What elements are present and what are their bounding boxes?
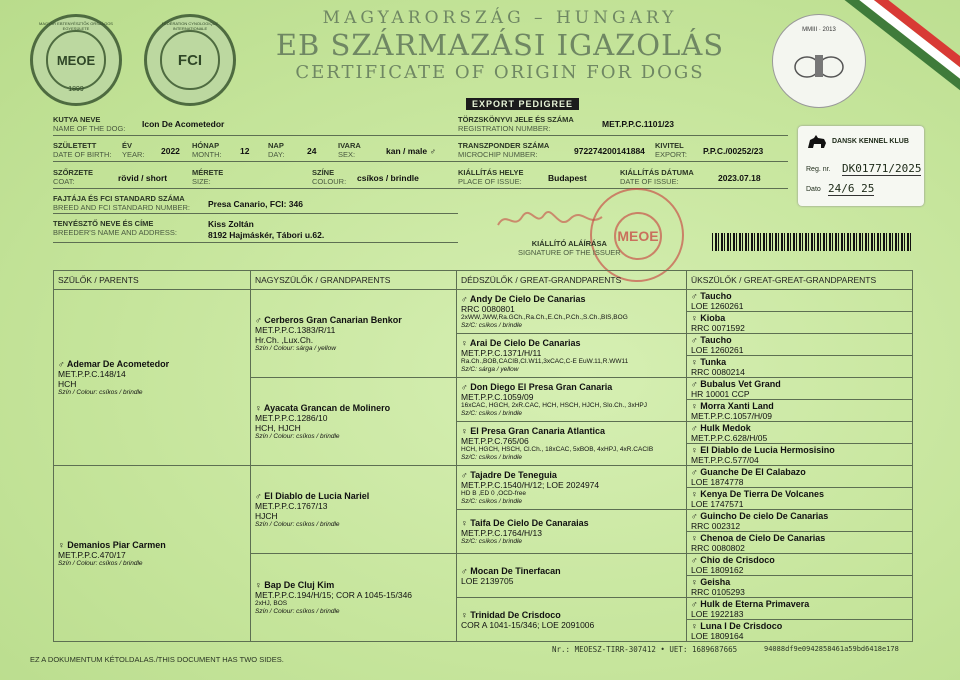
dog-name: ♀ El Diablo de Lucia Hermosisino — [691, 444, 835, 455]
dog-colour: Szín / Colour: csíkos / brindle — [255, 433, 340, 440]
month-value: 12 — [240, 146, 250, 156]
dog-name: ♀ Kioba — [691, 312, 726, 323]
great-great-grandparent-cell — [687, 620, 913, 642]
chip-label: TRANSZPONDER SZÁMA MICROCHIP NUMBER: — [458, 141, 550, 159]
kennel-club-name: DANSK KENNEL KLUB — [832, 138, 909, 145]
dog-name: ♂ Don Diego El Presa Gran Canaria — [461, 382, 613, 392]
footer-hash: 94088df9e0942858461a59bd6418e178 — [764, 645, 899, 653]
footer-number: Nr.: MEOESZ-TIRR-307412 • UET: 1689687665 — [552, 645, 738, 654]
pedigree-header-row — [54, 271, 913, 290]
great-grandparent-cell — [457, 290, 687, 334]
born-label: SZÜLETETT DATE OF BIRTH: — [53, 141, 112, 159]
dog-reg: LOE 1260261 — [691, 344, 744, 355]
dog-colour: Szín / Colour: csíkos / brindle — [255, 608, 340, 615]
dog-reg: LOE 1747571 — [691, 498, 744, 509]
dog-reg: MET.P.P.C.470/17 — [58, 550, 126, 560]
kennel-reg-value: DK01771/2025 — [842, 162, 922, 175]
great-great-grandparent-cell — [687, 466, 913, 488]
footer-note: EZ A DOKUMENTUM KÉTOLDALAS./THIS DOCUMENT HAS TWO SIDES. — [30, 655, 284, 664]
dog-colour: Szín / Colour: sárga / yellow — [255, 345, 336, 352]
dog-reg: RRC 002312 — [691, 520, 741, 531]
dog-silhouette-icon — [806, 134, 828, 150]
fci-seal — [144, 14, 236, 106]
year-value: 2022 — [161, 146, 180, 156]
sex-value: kan / male ♂ — [386, 146, 436, 156]
dog-titles: HJCH — [255, 511, 278, 521]
great-great-grandparent-cell — [687, 378, 913, 400]
pedigree-table — [53, 270, 913, 642]
dog-colour: Sz/C: sárga / yellow — [461, 366, 519, 373]
official-stamp: MEOE — [590, 188, 684, 282]
dog-colour: Szín / Colour: csíkos / brindle — [255, 521, 340, 528]
dog-reg: MET.P.P.C.1371/H/11 — [461, 348, 542, 358]
dog-name: ♂ Chio de Crisdoco — [691, 554, 775, 565]
dog-colour: Sz/C: csíkos / brindle — [461, 498, 523, 505]
export-pedigree-badge: EXPORT PEDIGREE — [466, 98, 579, 110]
dog-colour: Sz/C: csíkos / brindle — [461, 410, 523, 417]
dog-name: ♀ Morra Xanti Land — [691, 400, 774, 411]
dog-name: ♀ Taifa De Cielo De Canaraias — [461, 518, 589, 528]
dog-reg: MET.P.P.C.577/04 — [691, 454, 759, 465]
coat-value: rövid / short — [118, 173, 168, 183]
meoe-seal-center: MEOE — [46, 30, 105, 89]
signature-label: KIÁLLÍTÓ ALÁÍRÁSA SIGNATURE OF THE ISSUER — [518, 239, 621, 257]
dog-reg: RRC 0080802 — [691, 542, 745, 553]
day-label: NAP DAY: — [268, 141, 285, 159]
dog-name: ♀ Tunka — [691, 356, 727, 367]
dog-name: ♀ Luna I De Crisdoco — [691, 620, 783, 631]
dog-name: ♀ Arai De Cielo De Canarias — [461, 338, 581, 348]
header-parents: SZÜLŐK / PARENTS — [54, 271, 251, 290]
colour-label: SZÍNE COLOUR: — [312, 168, 347, 186]
parent-cell — [54, 466, 251, 642]
dog-titles: 16xCAC, HGCH, 2xR.CAC, HCH, HSCH, HJCH, Slo.Ch., 3xHPJ — [461, 402, 648, 409]
dog-name-value: Icon De Acometedor — [142, 119, 225, 129]
place-value: Budapest — [548, 173, 587, 183]
dog-titles: 2xHJ, BOS — [255, 600, 288, 607]
dog-titles: HCH, HGCH, HSCH, Cl.Ch., 18xCAC, 5xBOB, 4xHPJ, 4xR.CACIB — [461, 446, 654, 453]
dog-reg: COR A 1041-15/346; LOE 2091006 — [461, 619, 595, 630]
date-label: KIÁLLÍTÁS DÁTUMA DATE OF ISSUE: — [620, 168, 694, 186]
dog-reg: MET.P.P.C.148/14 — [58, 369, 126, 379]
meoe-seal-year: 1899 — [68, 86, 84, 93]
dog-reg: HR 10001 CCP — [691, 388, 750, 399]
fci-seal-center: FCI — [160, 30, 219, 89]
grandparent-cell — [251, 290, 457, 378]
great-great-grandparent-cell — [687, 488, 913, 510]
dog-reg: MET.P.P.C.194/H/15; COR A 1045-15/346 — [255, 590, 413, 600]
dog-reg: LOE 1809162 — [691, 564, 744, 575]
dog-colour: Szín / Colour: csíkos / brindle — [58, 560, 143, 567]
great-great-grandparent-cell — [687, 400, 913, 422]
parent-cell — [54, 290, 251, 466]
dog-titles: HCH, HJCH — [255, 423, 301, 433]
grandparent-cell — [251, 466, 457, 554]
fci-seal-text: FÉDÉRATION CYNOLOGIQUE INTERNATIONALE — [161, 21, 219, 31]
dog-titles: Hr.Ch. ,Lux.Ch. — [255, 335, 314, 345]
meoe-seal-text: MAGYAR EBTENYÉSZTŐK ORSZÁGOS EGYESÜLETE — [39, 21, 113, 31]
dog-reg: LOE 1260261 — [691, 300, 744, 311]
meoe-seal — [30, 14, 122, 106]
pedigree-row — [54, 290, 913, 312]
dog-name: ♀ Kenya De Tierra De Volcanes — [691, 488, 824, 499]
header-grandparents: NAGYSZÜLŐK / GRANDPARENTS — [251, 271, 457, 290]
breed-value: Presa Canario, FCI: 346 — [208, 199, 303, 209]
dog-name: ♂ Taucho — [691, 290, 732, 301]
dog-reg: LOE 1874778 — [691, 476, 744, 487]
dog-reg: MET.P.P.C.1383/R/11 — [255, 325, 336, 335]
dog-reg: RRC 0071592 — [691, 322, 745, 333]
great-great-grandparent-cell — [687, 444, 913, 466]
dog-reg: RRC 0105293 — [691, 586, 745, 597]
dog-titles: 2xWW,JWW,Ra.GCh.,Ra.Ch.,E.Ch.,P.Ch.,S.Ch.,BIS,BOG — [461, 314, 628, 321]
dog-name: ♂ Ademar De Acometedor — [58, 359, 170, 369]
header-country: MAGYARORSZÁG – HUNGARY — [322, 8, 678, 28]
dog-titles: HD B ,ED 0 ,OCD-free — [461, 490, 527, 497]
dog-colour: Szín / Colour: csíkos / brindle — [58, 389, 143, 396]
header-great-grandparents: DÉDSZÜLŐK / GREAT-GRANDPARENTS — [457, 271, 687, 290]
great-great-grandparent-cell — [687, 312, 913, 334]
great-great-grandparent-cell — [687, 598, 913, 620]
chip-value: 972274200141884 — [574, 146, 645, 156]
great-grandparent-cell — [457, 378, 687, 422]
header-great-great-grandparents: ÜKSZÜLŐK / GREAT-GREAT-GRANDPARENTS — [687, 271, 913, 290]
month-label: HÓNAP MONTH: — [192, 141, 222, 159]
dog-name: ♀ Trinidad De Crisdoco — [461, 609, 561, 620]
dog-name: ♂ Hulk de Eterna Primavera — [691, 598, 810, 609]
dog-name: ♂ Bubalus Vet Grand — [691, 378, 781, 389]
great-great-grandparent-cell — [687, 554, 913, 576]
grandparent-cell — [251, 378, 457, 466]
export-label: KIVITEL EXPORT: — [655, 141, 687, 159]
kennel-club-sticker — [798, 126, 924, 206]
dog-name: ♀ Chenoa de Cielo De Canarias — [691, 532, 826, 543]
dog-colour: Sz/C: csíkos / brindle — [461, 322, 523, 329]
date-value: 2023.07.18 — [718, 173, 761, 183]
pedigree-row — [54, 466, 913, 488]
dog-reg: MET.P.P.C.1057/H/09 — [691, 410, 772, 421]
dog-reg: RRC 0080801 — [461, 304, 515, 314]
round-emblem — [772, 14, 866, 108]
dog-name: ♂ Andy De Cielo De Canarias — [461, 294, 586, 304]
dog-name-label: KUTYA NEVE NAME OF THE DOG: — [53, 115, 126, 133]
dog-titles: Ra.Ch.,BOB,CACIB,CI.W11,3xCAC,C-E EuW.11,R.WW11 — [461, 358, 629, 365]
reg-label: TÖRZSKÖNYVI JELE ÉS SZÁMA REGISTRATION NUMBER: — [458, 115, 574, 133]
dog-reg: MET.P.P.C.1059/09 — [461, 392, 534, 402]
great-great-grandparent-cell — [687, 356, 913, 378]
great-great-grandparent-cell — [687, 422, 913, 444]
dog-name: ♀ Demanios Piar Carmen — [58, 540, 166, 550]
dog-name: ♂ Guanche De El Calabazo — [691, 466, 806, 477]
dog-name: ♂ Cerberos Gran Canarian Benkor — [255, 315, 402, 325]
breeder-name: Kiss Zoltán — [208, 219, 254, 229]
great-grandparent-cell — [457, 422, 687, 466]
dog-reg: LOE 2139705 — [461, 575, 514, 586]
breed-label: FAJTÁJA ÉS FCI STANDARD SZÁMA BREED AND FCI STANDARD NUMBER: — [53, 194, 190, 212]
dog-reg: RRC 0080214 — [691, 366, 745, 377]
emblem-text: MMIII · 2013 — [802, 27, 836, 33]
dog-name: ♀ Geisha — [691, 576, 731, 587]
great-grandparent-cell — [457, 334, 687, 378]
great-great-grandparent-cell — [687, 334, 913, 356]
dog-name: ♂ Tajadre De Teneguia — [461, 470, 557, 480]
dog-name: ♀ Bap De Cluj Kim — [255, 580, 335, 590]
dog-colour: Sz/C: csíkos / brindle — [461, 454, 523, 461]
export-value: P.P.C./00252/23 — [703, 146, 764, 156]
great-grandparent-cell — [457, 554, 687, 598]
header-title-hu: EB SZÁRMAZÁSI IGAZOLÁS — [275, 28, 725, 62]
dog-reg: MET.P.P.C.1767/13 — [255, 501, 328, 511]
year-label: ÉV YEAR: — [122, 141, 145, 159]
colour-value: csíkos / brindle — [357, 173, 419, 183]
place-label: KIÁLLÍTÁS HELYE PLACE OF ISSUE: — [458, 168, 524, 186]
breeder-label: TENYÉSZTŐ NEVE ÉS CÍME BREEDER'S NAME AND ADDRESS: — [53, 219, 177, 237]
kennel-date-label: Dato — [806, 186, 821, 193]
great-grandparent-cell — [457, 466, 687, 510]
header-title-en: CERTIFICATE OF ORIGIN FOR DOGS — [295, 62, 705, 83]
dog-name: ♂ Hulk Medok — [691, 422, 751, 433]
dog-reg: MET.P.P.C.1286/10 — [255, 413, 328, 423]
dog-reg: MET.P.P.C.765/06 — [461, 436, 529, 446]
breeder-address: 8192 Hajmáskér, Tábori u.62. — [208, 230, 325, 240]
grandparent-cell — [251, 554, 457, 642]
coat-label: SZŐRZETE COAT: — [53, 168, 94, 186]
barcode — [712, 233, 912, 251]
dog-reg: MET.P.P.C.1540/H/12; LOE 2024974 — [461, 480, 600, 490]
great-great-grandparent-cell — [687, 532, 913, 554]
dog-name: ♂ El Diablo de Lucia Nariel — [255, 491, 370, 501]
reg-value: MET.P.P.C.1101/23 — [602, 119, 674, 129]
dog-reg: LOE 1922183 — [691, 608, 744, 619]
dog-name: ♀ El Presa Gran Canaria Atlantica — [461, 426, 605, 436]
kennel-reg-label: Reg. nr. — [806, 166, 831, 173]
lion-emblem-icon — [789, 45, 849, 85]
kennel-date-value: 24/6 25 — [828, 182, 875, 195]
size-label: MÉRETE SIZE: — [192, 168, 224, 186]
great-grandparent-cell — [457, 510, 687, 554]
dog-colour: Sz/C: csíkos / brindle — [461, 538, 523, 545]
dog-name: ♂ Guincho De cielo De Canarias — [691, 510, 829, 521]
dog-reg: MET.P.P.C.1764/H/13 — [461, 528, 542, 538]
day-value: 24 — [307, 146, 317, 156]
great-great-grandparent-cell — [687, 290, 913, 312]
great-great-grandparent-cell — [687, 510, 913, 532]
dog-name: ♂ Taucho — [691, 334, 732, 345]
great-grandparent-cell — [457, 598, 687, 642]
dog-reg: MET.P.P.C.628/H/05 — [691, 432, 768, 443]
sex-label: IVARA SEX: — [338, 141, 361, 159]
dog-titles: HCH — [58, 379, 77, 389]
dog-reg: LOE 1809164 — [691, 630, 744, 641]
great-great-grandparent-cell — [687, 576, 913, 598]
dog-name: ♂ Mocan De Tinerfacan — [461, 565, 561, 576]
dog-name: ♀ Ayacata Grancan de Molinero — [255, 403, 391, 413]
